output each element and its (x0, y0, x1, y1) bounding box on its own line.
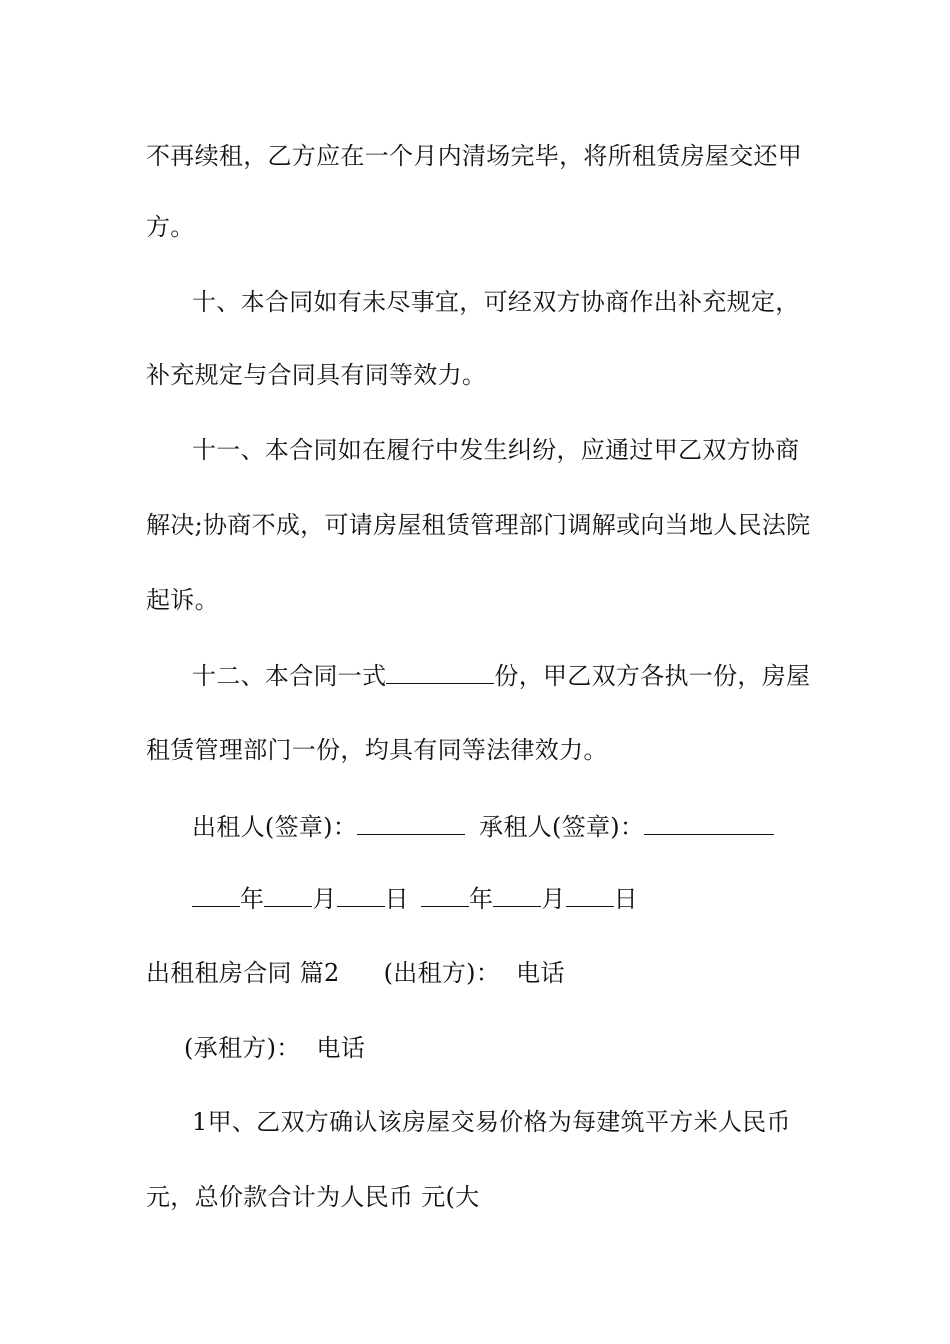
lessor-signature-blank (357, 806, 465, 835)
paragraph-line: 解决;协商不成，可请房屋租赁管理部门调解或向当地人民法院 (146, 511, 811, 539)
copies-blank (386, 655, 494, 684)
lessee-phone-label: 电话 (316, 1034, 366, 1062)
year-label: 年 (240, 885, 265, 913)
paragraph-line: 起诉。 (146, 586, 219, 614)
day-blank (566, 878, 614, 907)
day-blank (337, 878, 385, 907)
clause-10-line: 十、本合同如有未尽事宜，可经双方协商作出补充规定， (192, 288, 800, 316)
year-blank (421, 878, 469, 907)
lessor-phone-label: 电话 (516, 959, 565, 987)
paragraph-line: 补充规定与合同具有同等效力。 (146, 361, 487, 389)
price-clause-line: 1甲、乙双方确认该房屋交易价格为每建筑平方米人民币 (192, 1108, 791, 1136)
lessee-party-line (184, 1028, 854, 1068)
month-label: 月 (541, 885, 566, 913)
contract-2-title: 出租租房合同 篇2 (146, 959, 340, 987)
clause-12-text-a: 十二、本合同一式 (192, 662, 387, 690)
contract-2-heading-line (146, 953, 816, 993)
lessee-signature-blank (644, 806, 774, 835)
year-label: 年 (468, 885, 494, 913)
month-blank (264, 878, 312, 907)
month-blank (493, 878, 541, 907)
clause-11-line: 十一、本合同如在履行中发生纠纷，应通过甲乙双方协商 (192, 436, 800, 464)
year-blank (192, 878, 240, 907)
lessor-party-label: (出租方)： (383, 959, 501, 987)
date-line (192, 878, 862, 918)
clause-12-text-b: 份，甲乙双方各执一份，房屋 (494, 662, 811, 690)
day-label: 日 (613, 885, 638, 913)
day-label: 日 (384, 885, 409, 913)
lessor-signature-label: 出租人(签章)： (192, 813, 358, 841)
paragraph-line: 元，总价款合计为人民币 元(大 (146, 1183, 480, 1211)
signature-line (192, 806, 862, 846)
paragraph-line: 方。 (146, 213, 195, 241)
paragraph-line: 租赁管理部门一份，均具有同等法律效力。 (146, 736, 608, 764)
clause-12-line (192, 655, 862, 695)
paragraph-line: 不再续租，乙方应在一个月内清场完毕，将所租赁房屋交还甲 (146, 142, 803, 170)
lessee-signature-label: 承租人(签章)： (479, 813, 645, 841)
lessee-party-label: (承租方)： (184, 1034, 301, 1062)
month-label: 月 (312, 885, 337, 913)
